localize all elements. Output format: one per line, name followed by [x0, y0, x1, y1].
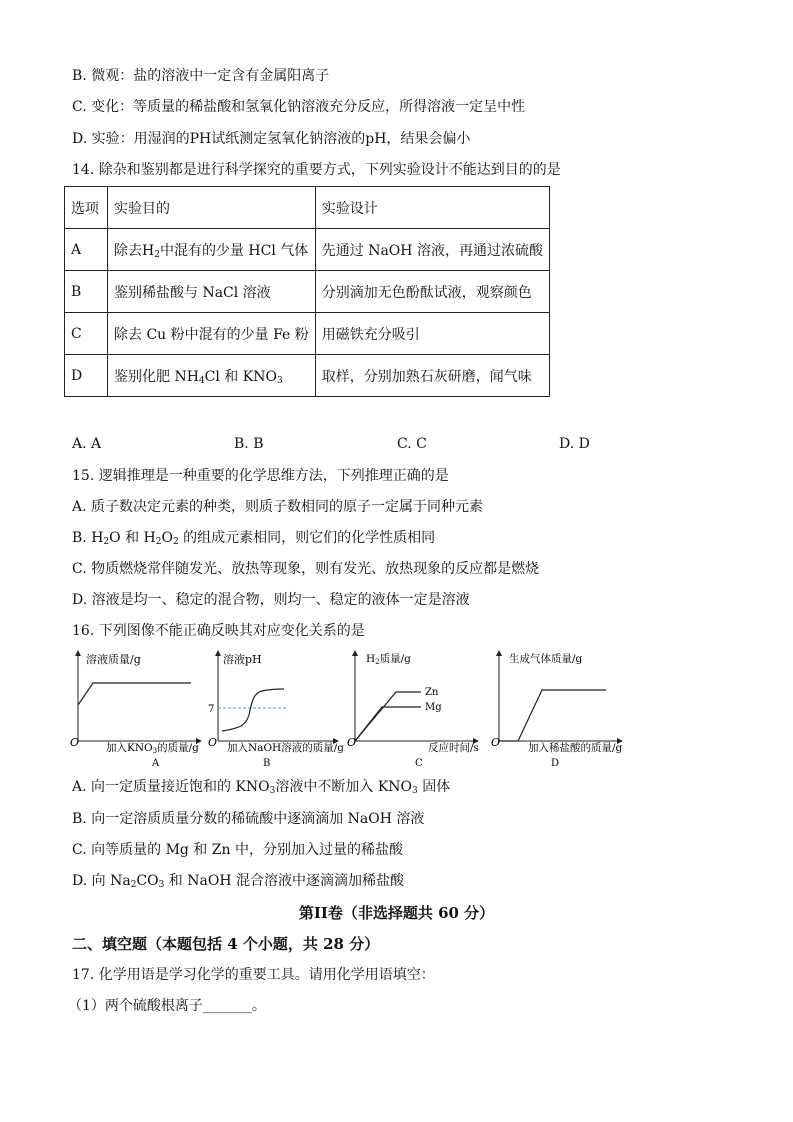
- graph-b-letter: B: [263, 758, 271, 769]
- graph-c-mg-line: [355, 707, 421, 741]
- graph-b-curve: [222, 689, 284, 731]
- row-design: 用磁铁充分吸引: [315, 313, 549, 355]
- graph-d-curve: [499, 690, 606, 741]
- table-row: [65, 271, 550, 313]
- graph-c-letter: C: [415, 758, 423, 769]
- row-design: 取样，分别加熟石灰研磨，闻气味: [315, 355, 549, 397]
- graph-c-mg-label: Mg: [425, 702, 442, 713]
- option-d-prev: D. 实验：用湿润的PH试纸测定氢氧化钠溶液的pH，结果会偏小: [72, 131, 471, 147]
- q15-option-d: D. 溶液是均一、稳定的混合物，则均一、稳定的液体一定是溶液: [72, 592, 470, 608]
- graph-b-tick7: 7: [208, 704, 215, 715]
- section-heading: 二、填空题（本题包括 4 个小题，共 28 分）: [72, 935, 380, 953]
- q16-option-c: C. 向等质量的 Mg 和 Zn 中，分别加入过量的稀盐酸: [72, 842, 403, 858]
- q15-option-b: B. $H_2O$ 和 $H_2O_2$ 的组成元素相同，则它们的化学性质相同: [72, 530, 436, 547]
- graph-a-ylabel: 溶液质量/g: [86, 653, 141, 666]
- q15-option-c: C. 物质燃烧常伴随发光、放热等现象，则有发光、放热现象的反应都是燃烧: [72, 561, 540, 577]
- row-option: C: [65, 313, 108, 355]
- row-option: A: [65, 229, 108, 271]
- graph-c-origin: O: [347, 736, 357, 749]
- section-title: 第II卷（非选择题共 60 分）: [298, 904, 495, 922]
- graph-d-ylabel: 生成气体质量/g: [509, 653, 583, 665]
- row-option: B: [65, 271, 108, 313]
- q16-stem: 16. 下列图像不能正确反映其对应变化关系的是: [72, 623, 365, 639]
- q16-option-b: B. 向一定溶质质量分数的稀硫酸中逐滴滴加 NaOH 溶液: [72, 811, 425, 827]
- graph-d-xlabel: 加入稀盐酸的质量/g: [528, 742, 623, 754]
- row-goal: 除去$H_2$中混有的少量 HCl 气体: [108, 229, 316, 271]
- option-c-prev: C. 变化：等质量的稀盐酸和氢氧化钠溶液充分反应，所得溶液一定呈中性: [72, 99, 526, 115]
- graph-c-xlabel: 反应时间/s: [428, 742, 479, 754]
- graph-b-ylabel: 溶液pH: [223, 653, 262, 666]
- choice-a: A. A: [72, 436, 102, 452]
- graph-b-origin: O: [208, 736, 218, 749]
- table-row: [65, 355, 550, 397]
- table-header-row: [65, 187, 550, 229]
- graph-c: [347, 651, 479, 769]
- table-row: [65, 313, 550, 355]
- q14-table: [64, 186, 550, 397]
- graph-d-letter: D: [551, 758, 560, 769]
- row-goal: 鉴别稀盐酸与 NaCl 溶液: [108, 271, 316, 313]
- graph-a: [70, 651, 201, 769]
- choice-c: C. C: [397, 436, 427, 452]
- graph-a-xlabel: 加入KNO3的质量/g: [106, 742, 199, 755]
- graph-a-curve: [78, 683, 191, 705]
- choice-b: B. B: [234, 436, 264, 452]
- header-option: 选项: [65, 187, 108, 229]
- graph-d-origin: O: [491, 736, 501, 749]
- row-goal: 除去 Cu 粉中混有的少量 Fe 粉: [108, 313, 316, 355]
- q16-option-a: A. 向一定质量接近饱和的 $KNO_3$溶液中不断加入 $KNO_3$ 固体: [72, 779, 451, 796]
- header-goal: 实验目的: [108, 187, 316, 229]
- header-design: 实验设计: [315, 187, 549, 229]
- option-b-prev: B. 微观：盐的溶液中一定含有金属阳离子: [72, 68, 330, 84]
- graph-d: [491, 651, 623, 769]
- table-row: [65, 229, 550, 271]
- row-goal: 鉴别化肥 $NH_4Cl$ 和 $KNO_3$: [108, 355, 316, 397]
- graph-a-origin: O: [70, 736, 80, 749]
- graph-c-ylabel: H2质量/g: [366, 653, 411, 666]
- row-option: D: [65, 355, 108, 397]
- q15-stem: 15. 逻辑推理是一种重要的化学思维方法，下列推理正确的是: [72, 468, 449, 484]
- graph-a-letter: A: [152, 758, 160, 769]
- q17-stem: 17. 化学用语是学习化学的重要工具。请用化学用语填空：: [72, 967, 435, 983]
- graph-b-xlabel: 加入NaOH溶液的质量/g: [227, 742, 344, 754]
- q17-part1: （1）两个硫酸根离子_______。: [68, 998, 266, 1014]
- row-design: 先通过 NaOH 溶液，再通过浓硫酸: [315, 229, 549, 271]
- graph-b: [208, 651, 344, 769]
- graph-c-zn-label: Zn: [425, 687, 439, 698]
- graph-c-zn-line: [355, 692, 421, 741]
- q14-stem: 14. 除杂和鉴别都是进行科学探究的重要方式，下列实验设计不能达到目的的是: [72, 162, 561, 178]
- q15-option-a: A. 质子数决定元素的种类，则质子数相同的原子一定属于同种元素: [72, 499, 484, 515]
- choice-d: D. D: [559, 436, 590, 452]
- q16-option-d: D. 向 $Na_2CO_3$ 和 NaOH 混合溶液中逐滴滴加稀盐酸: [72, 873, 404, 890]
- q16-graphs: [66, 645, 636, 771]
- row-design: 分别滴加无色酚酞试液，观察颜色: [315, 271, 549, 313]
